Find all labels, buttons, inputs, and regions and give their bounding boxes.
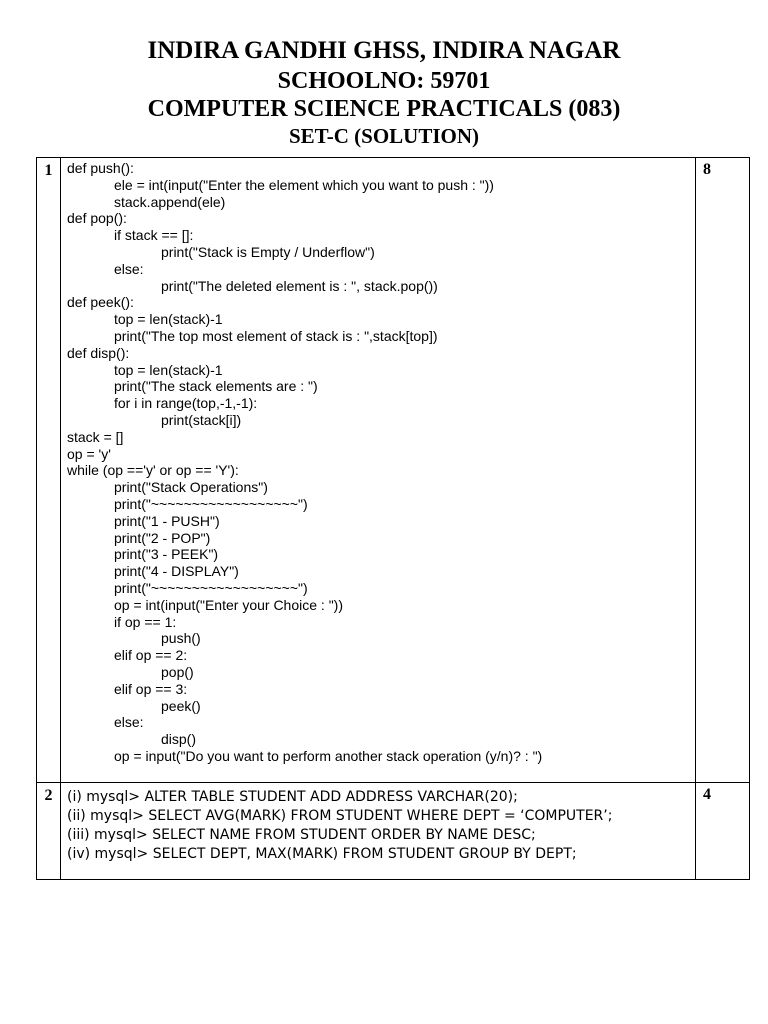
code-line: stack.append(ele): [114, 193, 226, 210]
code-line: ele = int(input("Enter the element which you want to push : ")): [114, 176, 494, 193]
document-header: [0, 34, 768, 149]
code-line: elif op == 2:: [114, 647, 188, 664]
code-line: def pop():: [67, 210, 127, 227]
code-line: print("The deleted element is : ", stack.pop()): [161, 277, 438, 294]
sql-line: (iv) mysql> SELECT DEPT, MAX(MARK) FROM STUDENT GROUP BY DEPT;: [67, 846, 577, 862]
code-line: print("Stack is Empty / Underflow"): [161, 243, 375, 260]
code-line: op = int(input("Enter your Choice : ")): [114, 596, 343, 613]
set-title: SET-C (SOLUTION): [288, 124, 480, 148]
code-line: print("4 - DISPLAY"): [114, 563, 239, 580]
code-line: print("The stack elements are : "): [114, 378, 318, 395]
code-line: def disp():: [67, 344, 130, 361]
school-number: SCHOOLNO: 59701: [277, 68, 491, 94]
question-answer: [61, 783, 696, 880]
sql-line: (iii) mysql> SELECT NAME FROM STUDENT ORDER BY NAME DESC;: [67, 827, 536, 843]
code-line: disp(): [161, 731, 197, 748]
question-number: 1: [37, 158, 61, 783]
code-line: op = input("Do you want to perform another stack operation (y/n)? : "): [114, 747, 543, 764]
code-line: if op == 1:: [114, 613, 177, 630]
code-line: top = len(stack)-1: [114, 311, 223, 328]
question-number: 2: [37, 783, 61, 880]
code-line: elif op == 3:: [114, 680, 188, 697]
code-line: while (op =='y' or op == 'Y'):: [67, 462, 239, 479]
code-line: else:: [114, 260, 144, 277]
sql-line: (ii) mysql> SELECT AVG(MARK) FROM STUDENT WHERE DEPT = ‘COMPUTER’;: [67, 808, 613, 824]
code-line: print(stack[i]): [161, 411, 242, 428]
code-line: op = 'y': [67, 445, 111, 462]
code-line: if stack == []:: [114, 227, 194, 244]
school-name: INDIRA GANDHI GHSS, INDIRA NAGAR: [147, 37, 621, 64]
question-row-2: [37, 783, 750, 880]
code-line: print("3 - PEEK"): [114, 546, 219, 563]
code-line: def push():: [67, 160, 134, 176]
solution-table: [36, 157, 750, 880]
code-line: top = len(stack)-1: [114, 361, 223, 378]
python-code-block: [67, 160, 695, 782]
code-line: print("1 - PUSH"): [114, 512, 220, 529]
code-line: print("Stack Operations"): [114, 479, 268, 496]
question-row-1: [37, 158, 750, 783]
code-line: print("The top most element of stack is : ",stack[top]): [114, 327, 438, 344]
code-line: print("~~~~~~~~~~~~~~~~~~"): [114, 495, 308, 512]
question-answer: [61, 158, 696, 783]
code-line: print("2 - POP"): [114, 529, 211, 546]
question-marks: 8: [696, 158, 750, 783]
code-line: print("~~~~~~~~~~~~~~~~~~"): [114, 579, 308, 596]
code-line: def peek():: [67, 294, 134, 311]
sql-query-block: [67, 785, 695, 879]
code-line: else:: [114, 714, 144, 731]
code-line: stack = []: [67, 428, 124, 445]
subject-title: COMPUTER SCIENCE PRACTICALS (083): [147, 96, 621, 122]
question-marks: 4: [696, 783, 750, 880]
sql-line: (i) mysql> ALTER TABLE STUDENT ADD ADDRESS VARCHAR(20);: [67, 789, 518, 805]
code-line: push(): [161, 630, 201, 647]
code-line: for i in range(top,-1,-1):: [114, 395, 258, 412]
code-line: peek(): [161, 697, 201, 714]
code-line: pop(): [161, 663, 194, 680]
